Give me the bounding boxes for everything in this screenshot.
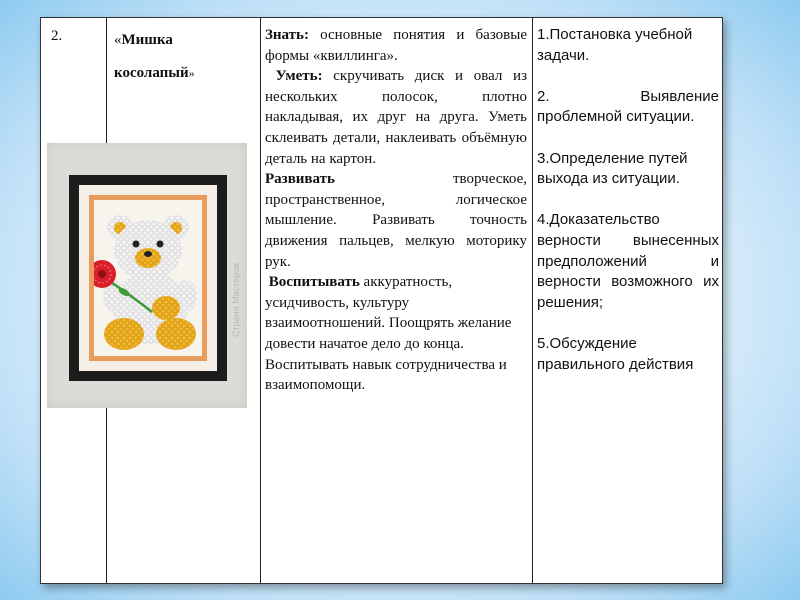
- picture-frame: [69, 175, 227, 381]
- stage-item: 4.Доказательство верности вынесенных предположений и верности возможного их решения;: [537, 211, 719, 311]
- know-text: основные понятия и базовые формы «квиллинга».: [265, 27, 527, 64]
- bear-nose: [144, 251, 152, 257]
- bear-eye: [157, 241, 164, 248]
- develop-label: Развивать: [265, 171, 335, 188]
- title-close-quote: »: [188, 66, 195, 80]
- teddy-bear-illustration: [94, 200, 202, 356]
- row-number: 2.: [51, 28, 63, 44]
- bear-eye: [133, 241, 140, 248]
- educate-label: Воспитывать: [268, 274, 360, 291]
- can-label: Уметь:: [275, 68, 323, 85]
- title-open-quote: «: [114, 32, 122, 48]
- title-line1: Мишка: [121, 32, 173, 48]
- lesson-table-row: [40, 17, 723, 584]
- develop-text: творческое, пространственное, логическое мышление. Развивать точность движения пальцев, мелкую моторику рук.: [265, 171, 527, 270]
- stage-item: 2. Выявление проблемной ситуации.: [537, 87, 719, 126]
- lesson-title: [114, 24, 259, 90]
- photo-watermark: Страна Мастеров: [231, 263, 241, 338]
- educate-text: аккуратность, усидчивость, культуру взаимоотношений. Поощрять желание довести начатое дело до конца. Воспитывать навык сотрудничества и взаимопомощи.: [265, 274, 512, 394]
- stage-item: 5.Обсуждение правильного действия: [537, 334, 694, 373]
- title-line2: косолапый: [114, 65, 189, 81]
- lesson-stages: [537, 25, 719, 396]
- bear-foot: [156, 318, 196, 350]
- lesson-goals: [265, 25, 527, 396]
- stage-item: 3.Определение путей выхода из ситуации.: [537, 149, 688, 188]
- quilling-bear-photo: [47, 143, 247, 408]
- column-divider: [532, 18, 533, 583]
- stage-item: 1.Постановка учебной задачи.: [537, 26, 693, 64]
- know-label: Знать:: [265, 27, 309, 43]
- column-divider: [260, 18, 261, 583]
- can-text: скручивать диск и овал из нескольких полосок, плотно накладывая, их друг на друга. Уметь склеивать детали, наклеивать объёмную деталь на картон.: [265, 68, 527, 167]
- bear-foot: [104, 318, 144, 350]
